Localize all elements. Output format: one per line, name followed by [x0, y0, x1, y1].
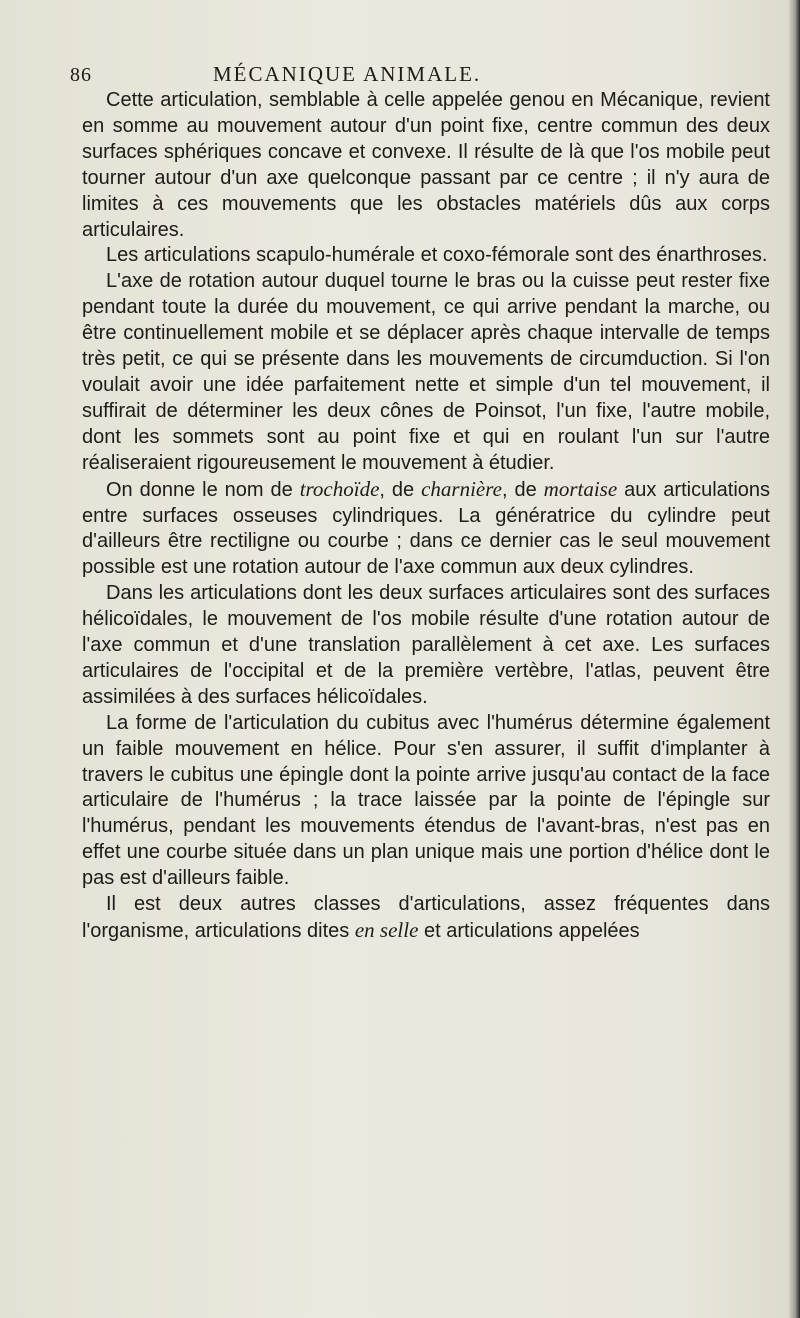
- paragraph: [82, 892, 770, 945]
- term-charniere: charnière: [421, 476, 502, 501]
- page-header: [70, 62, 770, 90]
- page-edge-shadow: [788, 0, 800, 1318]
- page-number: 86: [70, 64, 92, 86]
- term-trochoide: trochoïde: [299, 476, 380, 501]
- body-text: [82, 88, 770, 945]
- paragraph: [82, 477, 770, 582]
- paragraph: Cette articulation, semblable à celle appelée genou en Mécanique, revient en somme au mouvement autour d'un point fixe, centre commun des deux surfaces sphériques concave et convexe. Il résulte de là que l'os mobile peut tourner autour d'un axe quelconque passant par ce centre ; il n'y aura de limites à ces mouvements que les obstacles matériels dûs aux corps articulaires.: [82, 89, 770, 241]
- term-mortaise: mortaise: [543, 476, 618, 501]
- paragraph-text: et articulations appelées: [418, 920, 640, 942]
- paragraph: Les articulations scapulo-humérale et coxo-fémorale sont des énarthroses.: [106, 244, 768, 267]
- paragraph-text: On donne le nom de: [106, 478, 300, 501]
- paragraph-text: , de: [379, 478, 422, 501]
- paragraph-text: aux articulations entre surfaces osseuses cylindriques. La génératrice du cylindre peut d'ailleurs être rectiligne ou courbe ; dans ce dernier cas le seul mouvement possible est une rotation autour de l'axe commun aux deux cylindres.: [82, 478, 771, 579]
- paragraph: La forme de l'articulation du cubitus avec l'humérus détermine également un faible mouvement en hélice. Pour s'en assurer, il suffit d'implanter à travers le cubitus une épingle dont la pointe arrive jusqu'au contact de la face articulaire de l'humérus ; la trace laissée par la pointe de l'épingle sur l'humérus, pendant les mouvements étendus de l'avant-bras, n'est pas en effet une courbe située dans un plan unique mais une portion d'hélice dont le pas est d'ailleurs faible.: [82, 711, 770, 890]
- paragraph: L'axe de rotation autour duquel tourne le bras ou la cuisse peut rester fixe pendant toute la durée du mouvement, ce qui arrive pendant la marche, ou être continuellement mobile et se déplacer après chaque intervalle de temps très petit, ce qui se présente dans les mouvements de circumduction. Si l'on voulait avoir une idée parfaitement nette et simple d'un tel mouvement, il suffirait de déterminer les deux cônes de Poinsot, l'un fixe, l'autre mobile, dont les sommets sont au point fixe et qui en roulant l'un sur l'autre réaliseraient rigoureusement le mouvement à étudier.: [82, 270, 770, 474]
- paragraph: Dans les articulations dont les deux surfaces articulaires sont des surfaces hélicoïdales, le mouvement de l'os mobile résulte d'une rotation autour de l'axe commun et d'une translation parallèlement à cet axe. Les surfaces articulaires de l'occipital et de la première vertèbre, l'atlas, peuvent être assimilées à des surfaces hélicoïdales.: [82, 582, 770, 708]
- paragraph-text: Il est deux autres classes d'articulations, assez fréquentes dans l'organisme, articulations dites: [82, 893, 770, 942]
- paragraph-text: , de: [501, 478, 544, 501]
- running-title: MÉCANIQUE ANIMALE.: [213, 62, 482, 86]
- term-en-selle: en selle: [354, 918, 419, 942]
